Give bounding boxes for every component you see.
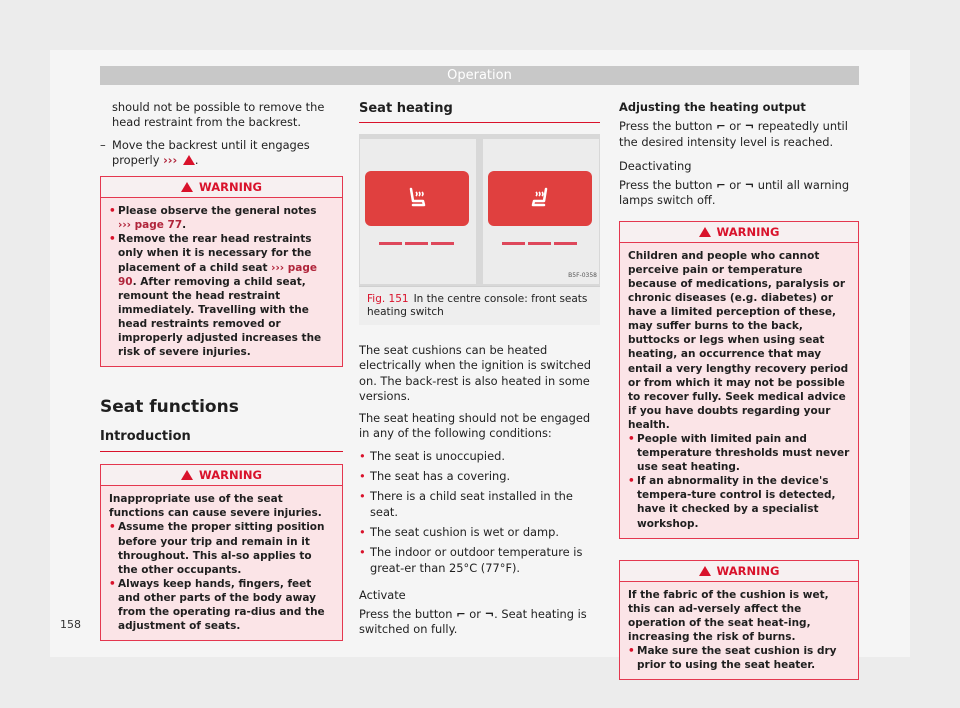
warning-icon [183,155,195,165]
seat-heating-right-icon: ¬ [744,119,755,134]
warning-title-text: WARNING [716,224,780,239]
warning-icon [181,470,193,480]
column-left [100,100,343,641]
deactivate-text: until all warning lamps switch off. [619,178,850,208]
warning-intro: Children and people who cannot perceive pain or temperature because of medications, paralysis or chronic diseases (e.g. diabetes) or have a limited perception of these, may suffer burns to the back, buttocks or legs when using seat heating, an occurrence that may entail a very lengthy recovery period or from which it may not be possible to recover fully. Seek medical advice if you have doubts regarding your health. [628,249,849,431]
warning-bullet: • If an abnormality in the device's tempera-ture control is detected, have it checked by a specialist workshop. [628,474,850,530]
warning-body [620,243,858,538]
condition-item: • The seat cushion is wet or damp. [359,525,600,540]
warning-title [101,465,342,486]
column-right [619,100,859,680]
seat-heating-icon [528,186,552,210]
indicator-lamps-right [502,234,582,237]
warning-title-text: WARNING [199,468,262,483]
paragraph: The seat heating should not be engaged in any of the following conditions: [359,411,591,441]
activate-text: Press the button [359,607,453,622]
warning-bullet-text: Remove the rear head restraints only when it is necessary for the placement of a child seat [118,233,312,274]
warning-box-burns [619,221,859,539]
figure-caption-text: In the centre console: front seats heating switch [367,293,588,318]
figure-code: B5F-0358 [568,271,597,279]
warning-bullet-text: . After removing a child seat, remount the head restraint immediately. Travelling with the head restraints removed or improperly adjusted increases the risk of severe injuries. [118,275,322,359]
warning-box-head-restraints [100,176,343,367]
warning-bullet: • Assume the proper sitting position before your trip and remain in it throughout. This al-so applies to the other occupants. [109,520,334,576]
deactivate-heading: Deactivating [619,158,692,173]
paragraph: The seat cushions can be heated electrically when the ignition is switched on. The back-rest is also heated in some versions. [359,343,591,403]
warning-bullet: • Please observe the general notes ››› page 77. [109,204,334,232]
warning-bullet: • Always keep hands, fingers, feet and other parts of the body away from the operating ra-dius and the adjustment of seats. [109,577,334,633]
seat-heating-right-icon: ¬ [744,178,755,193]
warning-body [620,582,858,680]
page-link[interactable]: ››› page 77 [118,219,183,232]
section-title-seat-heating: Seat heating [359,100,600,123]
warning-body [101,198,342,366]
or-text: or [469,607,481,622]
warning-title [620,222,858,243]
seat-heating-button-right [488,171,592,226]
activate-paragraph [359,607,600,638]
seat-heating-right-icon: ¬ [484,607,495,622]
adjust-paragraph [619,119,859,150]
warning-bullet: • People with limited pain and temperature thresholds must never use seat heating. [628,432,850,474]
or-text: or [729,119,741,134]
adjust-text: repeatedly until the desired intensity level is reached. [619,119,848,149]
figure-seat-heating-switch [359,134,600,286]
warning-bullet [109,232,334,359]
adjust-heading: Adjusting the heating output [619,100,806,114]
figure-panel-left [360,139,476,284]
warning-box-wet-cushion [619,560,859,681]
adjust-text: Press the button [619,119,713,134]
warning-intro: If the fabric of the cushion is wet, this can ad-versely affect the operation of the seat heat-ing, increasing the risk of burns. [628,588,829,643]
warning-bullet: • Make sure the seat cushion is dry prior to using the seat heater. [628,644,850,672]
page-header: Operation [100,66,859,85]
indicator-lamps-left [379,234,459,237]
warning-body [101,486,342,640]
figure-caption [359,286,600,325]
seat-heating-left-icon: ⌐ [716,119,726,134]
activate-heading: Activate [359,587,406,602]
warning-title [620,561,858,582]
dash-item: – Move the backrest until it engages properly ››› . [100,138,343,169]
seat-heating-left-icon: ⌐ [716,178,726,193]
section-title: Seat functions [100,397,239,418]
warning-title [101,177,342,198]
cross-ref-arrows[interactable]: ››› [163,152,178,167]
warning-icon [699,227,711,237]
warning-bullet-text: Please observe the general notes [118,205,317,218]
paragraph-intro: should not be possible to remove the head restraint from the backrest. [112,100,325,130]
warning-icon [181,182,193,192]
dash-item-text: Move the backrest until it engages properly [112,137,310,167]
activate-text: . Seat heating is switched on fully. [359,607,587,637]
condition-item: • There is a child seat installed in the seat. [359,489,600,520]
condition-item: • The seat has a covering. [359,469,600,484]
warning-box-seat-functions [100,464,343,641]
or-text: or [729,178,741,193]
seat-heating-left-icon: ⌐ [456,607,466,622]
figure-panel-right [483,139,599,284]
warning-title-text: WARNING [199,180,262,195]
warning-title-text: WARNING [716,563,780,578]
deactivate-paragraph [619,178,859,209]
page-number: 158 [60,618,81,631]
seat-heating-icon [405,186,429,210]
condition-item: • The indoor or outdoor temperature is great-er than 25°C (77°F). [359,545,600,576]
figure-label: Fig. 151 [367,293,409,305]
seat-heating-button-left [365,171,469,226]
deactivate-text: Press the button [619,178,713,193]
subsection-title: Introduction [100,428,343,452]
column-middle [359,100,600,645]
warning-intro: Inappropriate use of the seat functions can cause severe injuries. [109,493,322,520]
page-link[interactable]: ››› page 90 [118,261,318,288]
warning-icon [699,566,711,576]
condition-item: • The seat is unoccupied. [359,449,600,464]
